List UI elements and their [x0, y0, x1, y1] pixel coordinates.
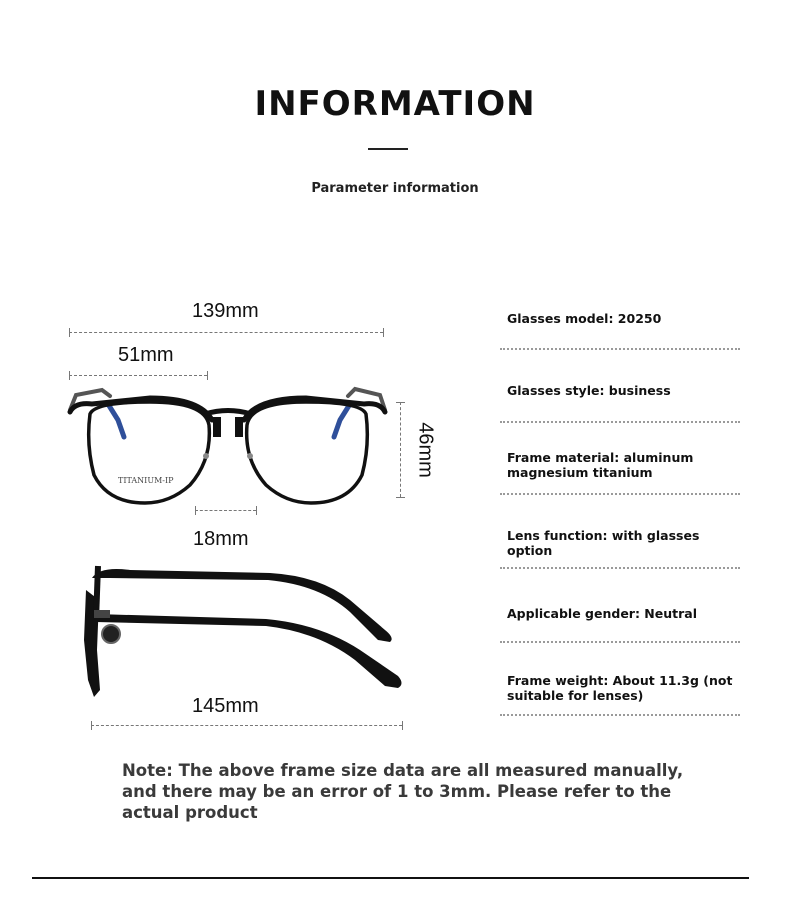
spec-label: Applicable gender: Neutral: [507, 606, 698, 621]
nose-pad-left: [213, 417, 221, 437]
glasses-side-view: [84, 566, 402, 697]
total-width-label: 139mm: [192, 300, 259, 322]
spec-divider: [500, 714, 740, 716]
spec-label: Lens function: with glasses option: [507, 528, 700, 558]
right-lens: [247, 402, 368, 503]
spec-label: Frame material: aluminum magnesium titanium: [507, 450, 694, 480]
spec-item-weight: [500, 673, 740, 703]
spec-item-style: [500, 383, 740, 398]
nose-pad-side: [102, 625, 120, 643]
spec-divider: [500, 348, 740, 350]
bridge-width-label: 18mm: [193, 528, 249, 550]
spec-item-lens-function: [500, 528, 740, 558]
bottom-rule: [32, 877, 749, 879]
right-temple-tip: [334, 404, 350, 437]
lens-width-label: 51mm: [118, 344, 174, 366]
temple-length-label: 145mm: [192, 695, 259, 717]
page-subtitle: Parameter information: [311, 181, 479, 196]
left-temple-tip: [108, 404, 124, 437]
spec-divider: [500, 641, 740, 643]
left-lens: [89, 402, 210, 503]
spec-item-model: [500, 311, 740, 326]
frame-print: TITANIUM-IP: [118, 476, 174, 485]
page-title: INFORMATION: [254, 84, 536, 124]
upper-temple: [92, 569, 392, 642]
lower-temple: [96, 614, 402, 688]
spec-divider: [500, 567, 740, 569]
glasses-front-view: [70, 389, 385, 503]
spec-divider: [500, 421, 740, 423]
spec-divider: [500, 493, 740, 495]
spec-item-gender: [500, 606, 740, 621]
spec-label: Glasses style: business: [507, 383, 671, 398]
nose-pad-right: [235, 417, 243, 437]
spec-item-material: [500, 450, 740, 480]
spec-label: Glasses model: 20250: [507, 311, 662, 326]
spec-label: Frame weight: About 11.3g (not suitable for lenses): [507, 673, 733, 703]
lens-height-label: 46mm: [414, 422, 437, 478]
bridge: [205, 411, 251, 415]
measurement-note: Note: The above frame size data are all measured manually, and there may be an error of 1 to 3mm. Please refer to the actual product: [122, 761, 684, 822]
